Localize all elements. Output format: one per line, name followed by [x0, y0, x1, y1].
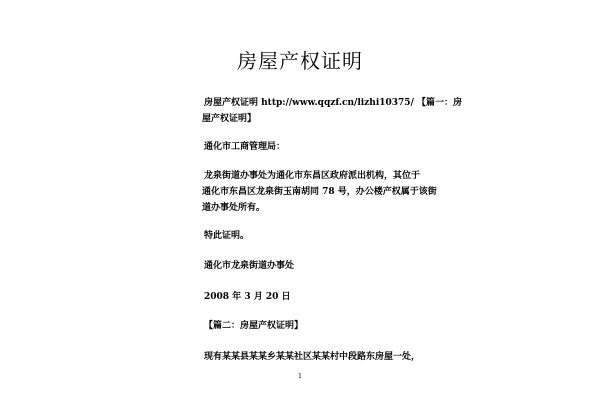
paragraph-section-two-body — [204, 349, 421, 365]
date-text: 2008 年 3 月 20 日 — [204, 292, 291, 302]
section-two-body-text: 现有某某县某某乡某某社区某某村中段路东房屋一处， — [204, 352, 421, 362]
paragraph-intro-line-2: 屋产权证明】 — [202, 114, 257, 124]
page-number: 1 — [298, 373, 302, 380]
certification-text: 特此证明。 — [204, 231, 250, 241]
paragraph-body — [202, 168, 437, 216]
section-two-heading-text: 【篇二：房屋产权证明】 — [204, 321, 304, 331]
paragraph-addressee — [204, 139, 399, 155]
paragraph-body-line-1: 龙泉街道办事处为通化市东昌区政府派出机构，其位于 — [204, 171, 421, 181]
document-title: 房屋产权证明 — [237, 49, 363, 73]
paragraph-body-line-3: 道办事处所有。 — [202, 203, 266, 213]
addressee-text: 通化市工商管理局： — [204, 142, 286, 152]
paragraph-date — [204, 289, 399, 305]
paragraph-certification — [204, 228, 399, 244]
paragraph-intro — [202, 95, 462, 127]
paragraph-body-line-2: 通化市东昌区龙泉街玉南胡同 78 号，办公楼产权属于该街 — [202, 187, 437, 197]
issuer-text: 通化市龙泉街道办事处 — [204, 261, 295, 271]
paragraph-issuer — [204, 258, 399, 274]
paragraph-section-two-heading — [204, 318, 399, 334]
paragraph-intro-line-1: 房屋产权证明 http://www.qqzf.cn/lizhi10375/ 【篇一：房 — [204, 98, 462, 108]
